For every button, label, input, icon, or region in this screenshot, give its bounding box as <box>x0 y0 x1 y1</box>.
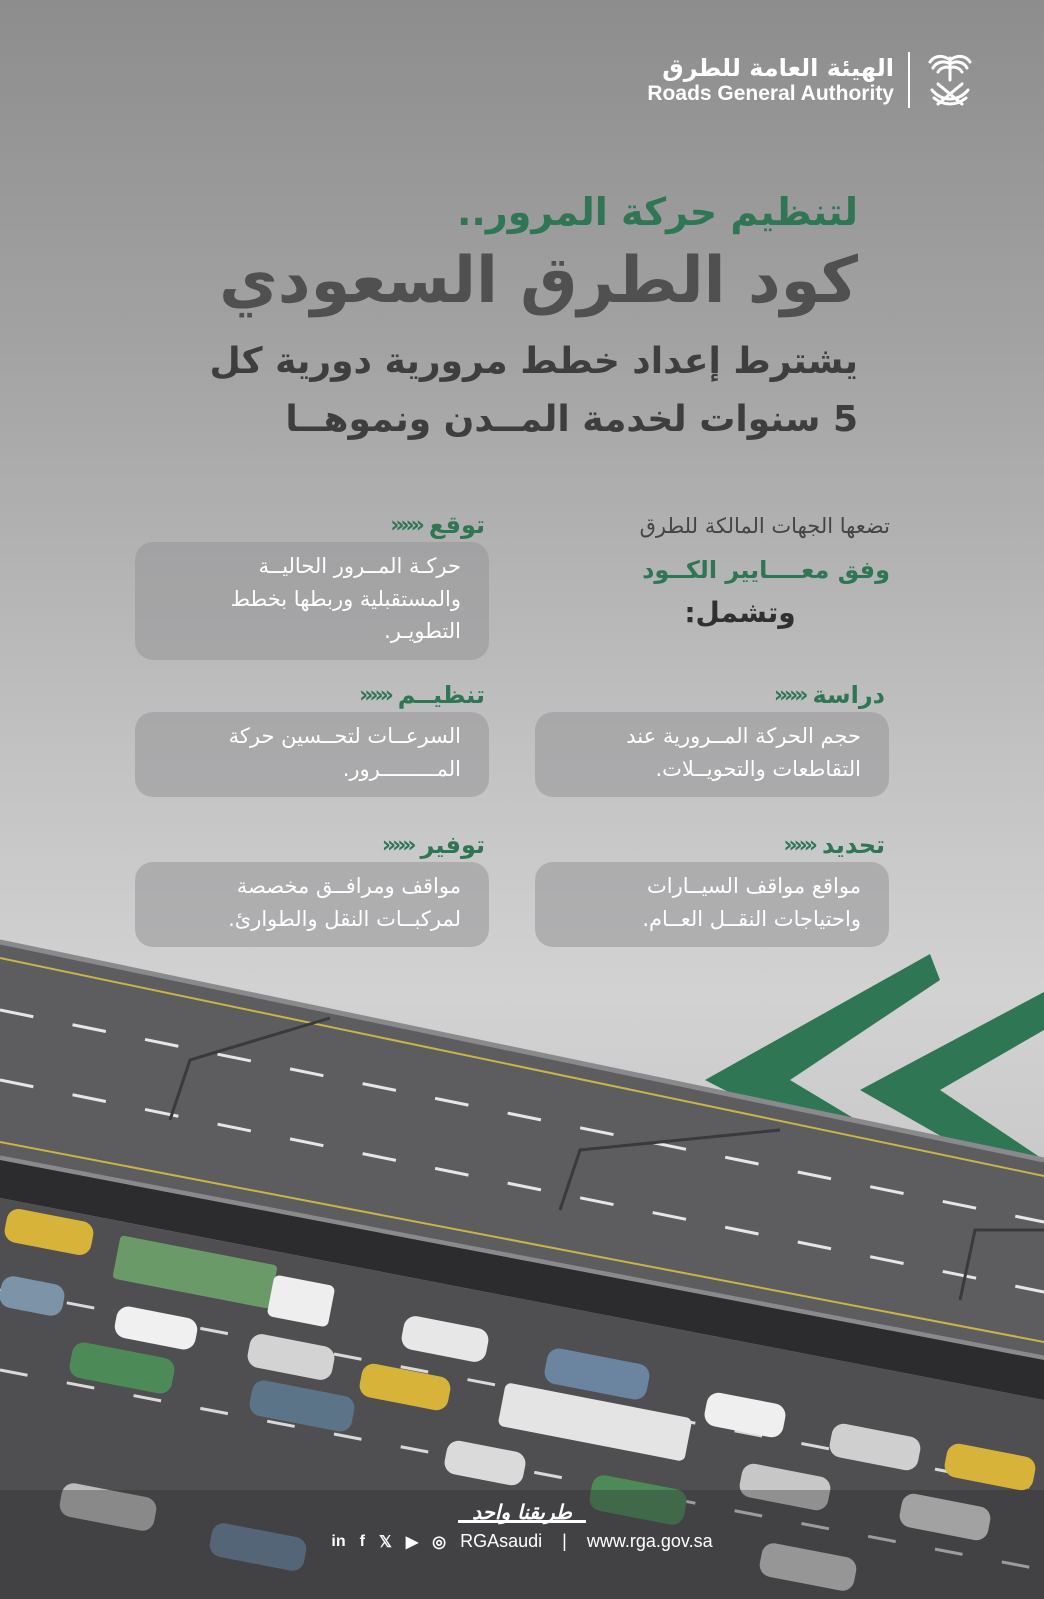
linkedin-icon[interactable]: in <box>331 1532 346 1550</box>
triple-chevron-icon: ««« <box>359 682 390 708</box>
intro-line-1: تضعها الجهات المالكة للطرق <box>639 514 890 538</box>
facebook-icon[interactable]: f <box>359 1532 365 1550</box>
card-title: دراسة <box>812 681 885 709</box>
triple-chevron-icon: ««« <box>773 682 805 708</box>
org-name-arabic: الهيئة العامة للطرق <box>662 53 894 82</box>
headline-main: كود الطرق السعودي <box>219 244 858 319</box>
card-title: تحديد <box>821 831 885 859</box>
card-body: مواقف ومرافــق مخصصة لمركبــات النقل والطوارئ. <box>135 862 489 947</box>
highway-illustration <box>0 930 1044 1599</box>
card-header <box>135 678 489 712</box>
headline-intro: لتنظيم حركة المرور.. <box>456 190 858 234</box>
card-study <box>535 678 889 797</box>
card-header <box>135 508 489 542</box>
header-logo <box>647 50 976 110</box>
card-title: تنظيــم <box>397 681 485 709</box>
card-body: السرعــات لتحــسين حركة المـــــــــرور. <box>135 712 489 797</box>
card-header <box>135 828 489 862</box>
subtitle-line-2: 5 سنوات لخدمة المــدن ونموهــا <box>285 398 858 440</box>
palm-swords-emblem-icon <box>924 50 976 110</box>
footer <box>0 1500 1044 1552</box>
intro-line-2: وفق معــــايير الكــود <box>642 556 890 584</box>
org-name-english: Roads General Authority <box>647 82 894 106</box>
card-body: مواقع مواقف السيــارات واحتياجات النقــل العــام. <box>535 862 889 947</box>
card-header <box>535 828 889 862</box>
card-forecast <box>135 508 489 660</box>
footer-separator: | <box>562 1531 567 1551</box>
card-header <box>535 678 889 712</box>
card-title: توقع <box>428 511 485 539</box>
intro-line-3: وتشمل: <box>684 596 796 629</box>
triple-chevron-icon: ««« <box>381 832 413 858</box>
tagline: طريقنا واحد <box>472 1500 572 1524</box>
footer-contacts <box>0 1531 1044 1552</box>
card-regulate <box>135 678 489 797</box>
instagram-icon[interactable]: ◎ <box>432 1533 447 1551</box>
intro-text <box>530 514 890 629</box>
triple-chevron-icon: ««« <box>783 832 814 858</box>
card-body: حركـة المــرور الحاليــة والمستقبلية وربطها بخطط التطويـر. <box>135 542 489 660</box>
logo-divider <box>908 52 910 108</box>
title-block <box>138 186 858 448</box>
website-link[interactable]: www.rga.gov.sa <box>586 1531 713 1551</box>
card-body: حجم الحركة المــرورية عند التقاطعات والتحويــلات. <box>535 712 889 797</box>
org-name <box>647 54 894 107</box>
triple-chevron-icon: ««« <box>390 512 421 538</box>
social-handle[interactable]: RGAsaudi <box>460 1531 543 1551</box>
x-icon[interactable]: 𝕏 <box>378 1533 392 1551</box>
youtube-icon[interactable]: ▶ <box>405 1533 419 1551</box>
subtitle-line-1: يشترط إعداد خطط مرورية دورية كل <box>209 341 858 383</box>
card-title: توفير <box>420 831 485 859</box>
